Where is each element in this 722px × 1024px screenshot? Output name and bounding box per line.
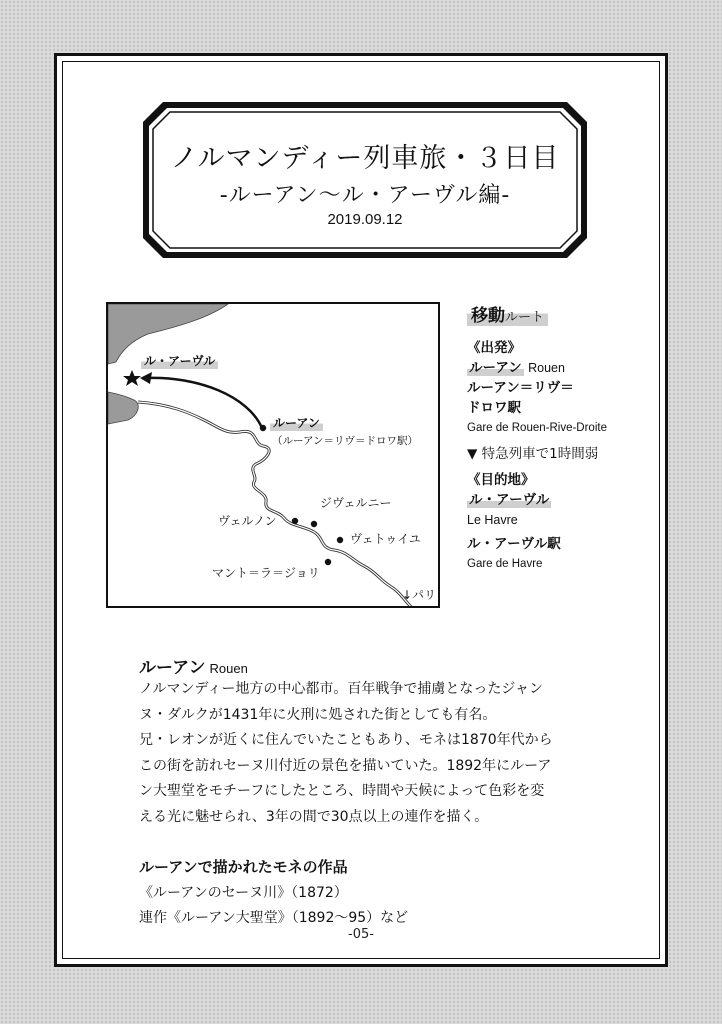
map-label-vernon: ヴェルノン [218,514,277,528]
vernon-marker [292,518,298,524]
destination-station: ル・アーヴル駅 [467,536,561,552]
article-title-row [139,653,248,678]
page-title: ノルマンディー列車旅・３日目 [170,143,560,174]
map-coast-south [108,392,138,424]
works-item: 連作《ルーアン大聖堂》（1892〜95）など [139,910,409,926]
article-title: ルーアン [139,658,206,678]
departure-city-row [467,358,657,378]
map-label-vetheuil: ヴェトゥイユ [350,532,421,546]
destination-city: ル・アーヴル [469,492,550,508]
route-heading-small: ルート [505,310,545,325]
map-label-rouen-station: （ルーアン＝リヴ＝ドロワ駅） [272,435,419,447]
page-subtitle: -ルーアン〜ル・アーヴル編- [219,183,511,208]
departure-city: ルーアン [469,360,522,376]
departure-label: 《出発》 [467,340,521,356]
route-map [106,302,440,608]
mantes-marker [325,559,331,565]
article-line: ノルマンディー地方の中心都市。百年戦争で捕虜となったジャン [139,681,544,697]
article-title-roman: Rouen [209,661,248,676]
destination-city-roman: Le Havre [467,513,518,527]
departure-city-roman: Rouen [528,361,565,375]
rouen-marker [260,425,266,431]
title-plate [141,100,589,260]
article-line: 兄・レオンが近くに住んでいたこともあり、モネは1870年代から [139,732,553,748]
article-line: ヌ・ダルクが1431年に火刑に処された街としても有名。 [139,706,497,723]
works-item: 《ルーアンのセーヌ川》（1872） [139,885,348,901]
article-line: ン大聖堂をモチーフにしたところ、時間や天候によって色彩を変 [139,783,545,799]
vetheuil-marker [337,537,343,543]
map-label-rouen: ルーアン [270,414,323,431]
works-title: ルーアンで描かれたモネの作品 [139,858,348,876]
article-line: える光に魅せられ、3年の間で30点以上の連作を描く。 [139,808,489,825]
destination-label: 《目的地》 [467,472,535,488]
map-label-mantes: マント＝ラ＝ジョリ [212,566,320,580]
page-date: 2019.09.12 [327,211,403,228]
giverny-marker [311,521,317,527]
article-line: この街を訪れセーヌ川付近の景色を描いていた。1892年にルーア [139,757,552,774]
map-label-giverny: ジヴェルニー [320,496,392,510]
departure-station-roman: Gare de Rouen-Rive-Droite [467,422,607,434]
destination-station-roman: Gare de Havre [467,558,543,570]
star-icon [123,370,141,386]
page-frame [54,53,668,967]
route-heading: 移動ルート [467,301,548,326]
works-list [139,881,408,931]
transit-info: ▼ 特急列車で1時間弱 [467,446,599,462]
map-drawing [108,304,440,608]
article-body [139,677,609,830]
departure-station-line2: ドロワ駅 [467,400,521,416]
route-panel [467,301,657,574]
map-label-paris: ↓パリ [402,588,437,602]
departure-station-line1: ルーアン＝リヴ＝ [467,380,574,396]
page-number: -05- [0,927,722,942]
map-label-le-havre: ル・アーヴル [141,352,218,369]
destination-city-row [467,490,657,510]
